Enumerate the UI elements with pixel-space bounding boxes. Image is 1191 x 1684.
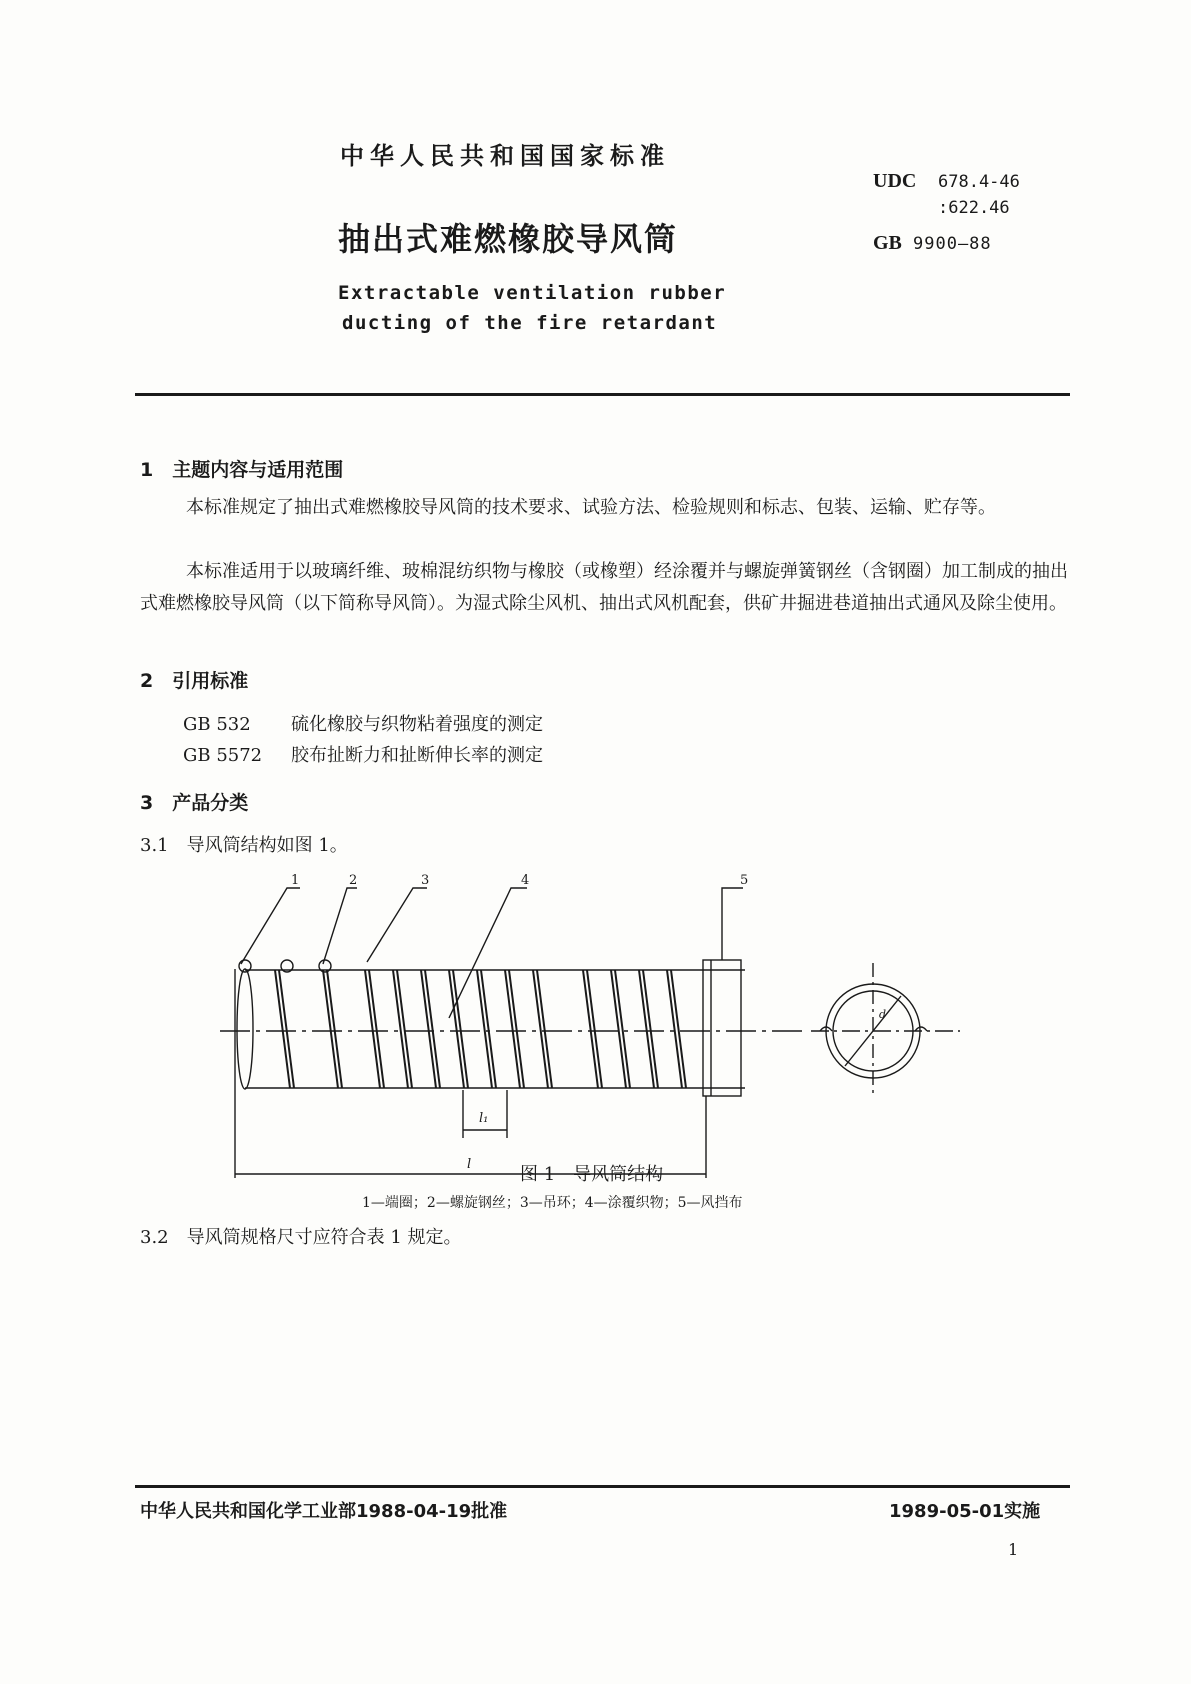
dimension-d-label: d — [879, 1008, 887, 1021]
callout-3: 3 — [421, 873, 430, 888]
section-1-paragraph-1: 本标准规定了抽出式难燃橡胶导风筒的技术要求、试验方法、检验规则和标志、包装、运输、贮存等。 — [186, 497, 996, 518]
udc-code: 678.4-46 — [938, 172, 1020, 192]
page-title: 抽出式难燃橡胶导风筒 — [338, 220, 679, 258]
gb-number: 9900—88 — [913, 234, 992, 254]
udc-label: UDC — [873, 170, 917, 192]
gb-label: GB — [873, 232, 902, 254]
standard-type: 中华人民共和国国家标准 — [340, 142, 670, 170]
reference-code: GB 532 — [183, 714, 251, 735]
reference-item — [183, 710, 543, 736]
callout-5: 5 — [740, 873, 749, 888]
page-number: 1 — [1008, 1540, 1019, 1559]
header-divider — [135, 393, 1070, 396]
footer-divider — [135, 1485, 1070, 1488]
effective-date: 1989-05-01实施 — [889, 1501, 1041, 1522]
figure-caption: 图 1 导风筒结构 — [520, 1164, 664, 1185]
title-english-line2: ducting of the fire retardant — [342, 312, 718, 334]
callout-4: 4 — [521, 873, 530, 888]
udc-code-secondary: :622.46 — [938, 198, 1010, 218]
section-2-heading: 2 引用标准 — [140, 670, 249, 692]
figure-legend: 1—端圈；2—螺旋钢丝；3—吊环；4—涂覆织物；5—风挡布 — [362, 1195, 743, 1211]
reference-code: GB 5572 — [183, 745, 263, 766]
reference-title: 硫化橡胶与织物粘着强度的测定 — [291, 714, 543, 735]
callout-1: 1 — [291, 873, 300, 888]
section-3-heading: 3 产品分类 — [140, 792, 249, 814]
dimension-l-label: l — [467, 1157, 472, 1172]
dimension-l1-label: l₁ — [479, 1111, 489, 1126]
reference-item — [183, 741, 543, 767]
title-english-line1: Extractable ventilation rubber — [338, 282, 727, 304]
approval-note: 中华人民共和国化学工业部1988-04-19批准 — [140, 1501, 508, 1522]
clause-3-1: 3.1 导风筒结构如图 1。 — [140, 835, 348, 856]
section-1-paragraph-2: 本标准适用于以玻璃纤维、玻棉混纺织物与橡胶（或橡塑）经涂覆并与螺旋弹簧钢丝（含钢圈）加工制成的抽出式难燃橡胶导风筒（以下简称导风筒）。为湿式除尘风机、抽出式风机配套，供矿井掘进巷道抽出式通风及除尘使用。 — [140, 561, 1068, 614]
duct-structure-figure — [215, 868, 1055, 1178]
reference-title: 胶布扯断力和扯断伸长率的测定 — [291, 745, 543, 766]
callout-2: 2 — [349, 873, 358, 888]
section-1-heading: 1 主题内容与适用范围 — [140, 459, 344, 481]
clause-3-2: 3.2 导风筒规格尺寸应符合表 1 规定。 — [140, 1227, 462, 1248]
